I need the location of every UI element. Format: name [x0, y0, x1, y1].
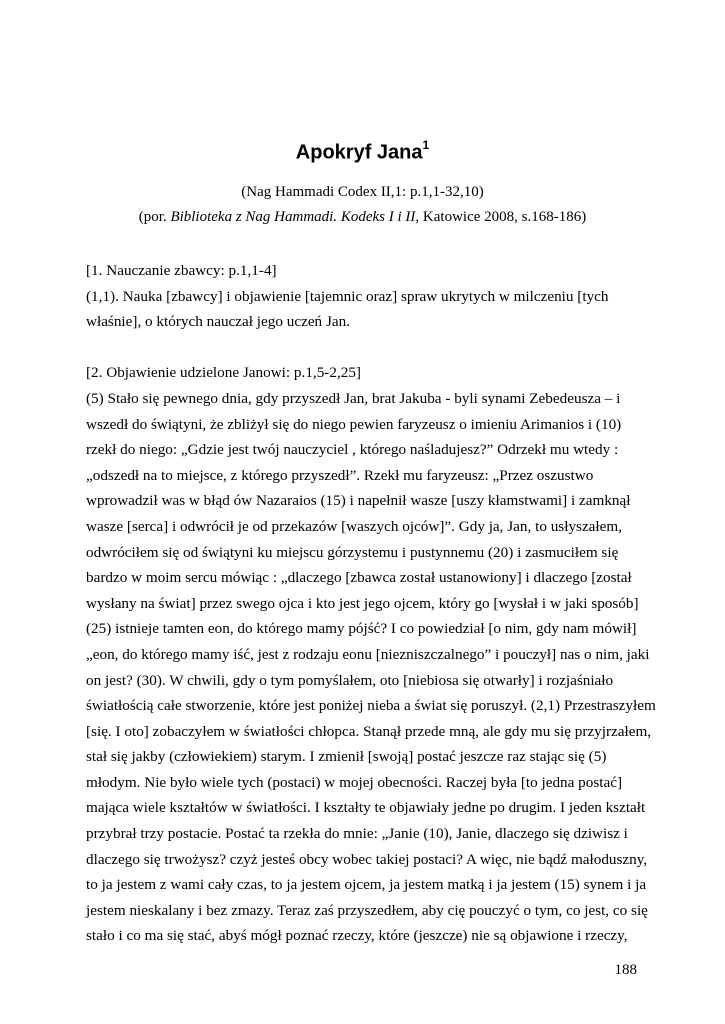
paragraph-line: bardzo w moim sercu mówiąc : „dlaczego [zbawca został ustanowiony] i dlaczego [został: [86, 569, 632, 587]
paragraph-line: [się. I oto] zobaczyłem w światłości chłopca. Stanął przede mną, ale gdy mu się przyjrzałem,: [86, 722, 652, 740]
paragraph-line: on jest? (30). W chwili, gdy o tym pomyślałem, oto [niebiosa się otwarły] i rozjaśniało: [86, 671, 614, 689]
paragraph-line: młodym. Nie było wiele tych (postaci) w mojej obecności. Raczej była [to jedna postać]: [86, 773, 623, 791]
paragraph-line: „odszedł na to miejsce, z którego przyszedł”. Rzekł mu faryzeusz: „Przez oszustwo: [86, 466, 594, 484]
paragraph-line: wprowadził was w błąd ów Nazaraios (15) i napełnił wasze [uszy kłamstwami] i zamknął: [86, 492, 631, 510]
title-footnote-marker: 1: [422, 138, 430, 152]
document-title: [0, 140, 725, 165]
page-number: 188: [614, 962, 637, 978]
reference-line: [0, 209, 725, 226]
reference-title: Biblioteka z Nag Hammadi. Kodeks I i II,: [170, 209, 420, 225]
paragraph-line: odwróciłem się od świątyni ku miejscu górzystemu i pustynnemu (20) i zasmuciłem się: [86, 543, 619, 561]
source-line: (Nag Hammadi Codex II,1: p.1,1-32,10): [241, 184, 484, 200]
paragraph-line: jestem nieskalany i bez zmazy. Teraz zaś przyszedłem, aby cię pouczyć o tym, co jest, co się: [86, 901, 648, 919]
paragraph-line: wysłany na świat] przez swego ojca i kto jest jego ojcem, który go [wysłał i w jaki sposób]: [86, 594, 639, 612]
paragraph-line: właśnie], o których nauczał jego uczeń Jan.: [86, 313, 350, 331]
paragraph-line: przybrał trzy postacie. Postać ta rzekła do mnie: „Janie (10), Janie, dlaczego się dziwisz i: [86, 825, 628, 843]
paragraph-line: wszedł do świątyni, że zbliżył się do niego pewien faryzeusz o imieniu Arimanios i (10): [86, 415, 622, 433]
paragraph-line: wasze [serca] i odwrócił je od przekazów [waszych ojców]”. Gdy ja, Jan, to usłyszałem,: [86, 517, 622, 535]
paragraph-line: „eon, do którego mamy iść, jest z rodzaju eonu [niezniszczalnego” i pouczył] nas o nim, jaki: [86, 645, 650, 663]
paragraph-line: (25) istnieje tamten eon, do którego mamy pójść? I co powiedział [o nim, gdy nam mówił]: [86, 620, 637, 638]
section-heading: [2. Objawienie udzielone Janowi: p.1,5-2,25]: [86, 364, 361, 382]
paragraph-line: stał się jakby (człowiekiem) starym. I zmienił [swoją] postać jeszcze raz stając się (5): [86, 748, 607, 766]
section-heading: [1. Nauczanie zbawcy: p.1,1-4]: [86, 262, 277, 279]
paragraph-line: światłością całe stworzenie, które jest poniżej nieba a świat się poruszył. (2,1) Przestraszyłem: [86, 697, 656, 715]
paragraph-gap: [86, 335, 646, 361]
paragraph-line: (1,1). Nauka [zbawcy] i objawienie [tajemnic oraz] spraw ukrytych w milczeniu [tych: [86, 287, 609, 305]
paragraph-line: rzekł do niego: „Gdzie jest twój nauczyciel , którego naśladujesz?” Odrzekł mu wtedy :: [86, 441, 619, 459]
reference-suffix: Katowice 2008, s.168-186): [419, 209, 587, 225]
paragraph-line: stało i co ma się stać, abyś mógł poznać rzeczy, które (jeszcze) nie są objawione i rzeczy,: [86, 927, 628, 945]
paragraph-line: mająca wiele kształtów w światłości. I kształty te objawiały jedne po drugim. I jeden kształt: [86, 799, 646, 817]
paragraph-line: (5) Stało się pewnego dnia, gdy przyszedł Jan, brat Jakuba - byli synami Zebedeusza – i: [86, 389, 621, 407]
title-text: Apokryf Jana: [295, 141, 423, 164]
document-body: [86, 258, 656, 949]
reference-prefix: (por.: [138, 209, 171, 225]
paragraph-line: dlaczego się trwożysz? czyż jesteś obcy wobec takiej postaci? A więc, nie bądź małoduszny,: [86, 850, 648, 868]
paragraph-line: to ja jestem z wami cały czas, to ja jestem ojcem, ja jestem matką i ja jestem (15) synem i ja: [86, 876, 647, 894]
